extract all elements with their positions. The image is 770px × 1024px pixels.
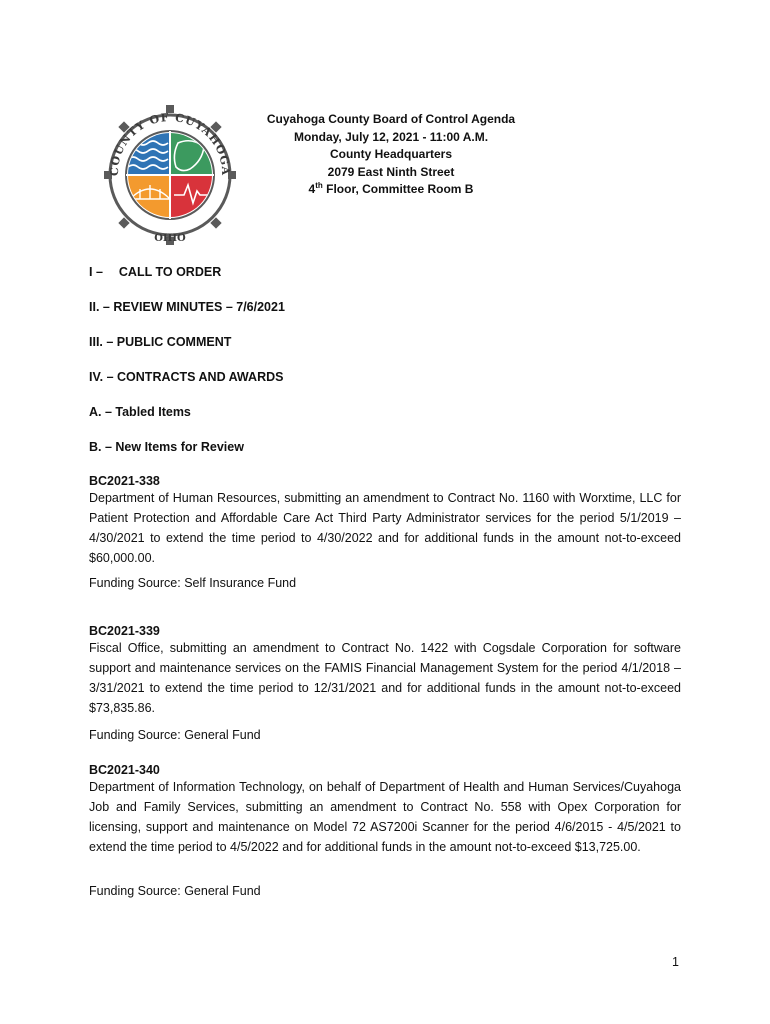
item-id: BC2021-339 bbox=[89, 624, 160, 638]
item-id: BC2021-340 bbox=[89, 763, 160, 777]
item-description: Department of Information Technology, on behalf of Department of Health and Human Services/Cuyahoga Job and Family Services, submitting an amendment to Contract No. 558 with Opex Corporation for licensing, support and maintenance on Model 72 AS7200i Scanner for the period 4/6/2015 - 4/5/2021 to extend the time period to 4/5/2022 and for additional funds in the amount not-to-exceed $13,725.00. bbox=[89, 780, 681, 854]
agenda-header bbox=[246, 111, 536, 199]
agenda-title: Cuyahoga County Board of Control Agenda bbox=[266, 112, 516, 126]
location-building: County Headquarters bbox=[329, 147, 453, 161]
location-room: 4th Floor, Committee Room B bbox=[308, 181, 474, 196]
page-number: 1 bbox=[672, 955, 679, 969]
section-call-to-order: I – CALL TO ORDER bbox=[89, 265, 222, 279]
funding-source: Funding Source: Self Insurance Fund bbox=[89, 576, 297, 590]
item-id: BC2021-338 bbox=[89, 474, 160, 488]
item-description: Fiscal Office, submitting an amendment to Contract No. 1422 with Cogsdale Corporation for software support and maintenance services on the FAMIS Financial Management System for the period 4/1/2018 – 3/31/2021 to extend the time period to 12/31/2021 and for additional funds in the amount not-to-exceed $73,835.86. bbox=[89, 641, 681, 715]
location-street: 2079 East Ninth Street bbox=[327, 164, 455, 179]
county-seal-logo bbox=[104, 103, 236, 248]
section-new-items: B. – New Items for Review bbox=[89, 440, 244, 454]
section-public-comment: III. – PUBLIC COMMENT bbox=[89, 335, 232, 349]
section-tabled-items: A. – Tabled Items bbox=[89, 405, 191, 419]
funding-source: Funding Source: General Fund bbox=[89, 884, 261, 898]
section-contracts-awards: IV. – CONTRACTS AND AWARDS bbox=[89, 370, 284, 384]
seal-bottom-text: OHIO bbox=[154, 233, 186, 244]
section-review-minutes: II. – REVIEW MINUTES – 7/6/2021 bbox=[89, 300, 285, 314]
item-description: Department of Human Resources, submitting an amendment to Contract No. 1160 with Worxtime, LLC for Patient Protection and Affordable Care Act Third Party Administrator services for the period 5/1/2019 – 4/30/2021 to extend the time period to 4/30/2022 and for additional funds in the amount not-to-exceed $60,000.00. bbox=[89, 491, 681, 565]
meeting-date-time: Monday, July 12, 2021 - 11:00 A.M. bbox=[293, 129, 489, 144]
seal-top-text: COUNTY OF CUYAHOGA bbox=[107, 110, 233, 177]
funding-source: Funding Source: General Fund bbox=[89, 728, 261, 742]
